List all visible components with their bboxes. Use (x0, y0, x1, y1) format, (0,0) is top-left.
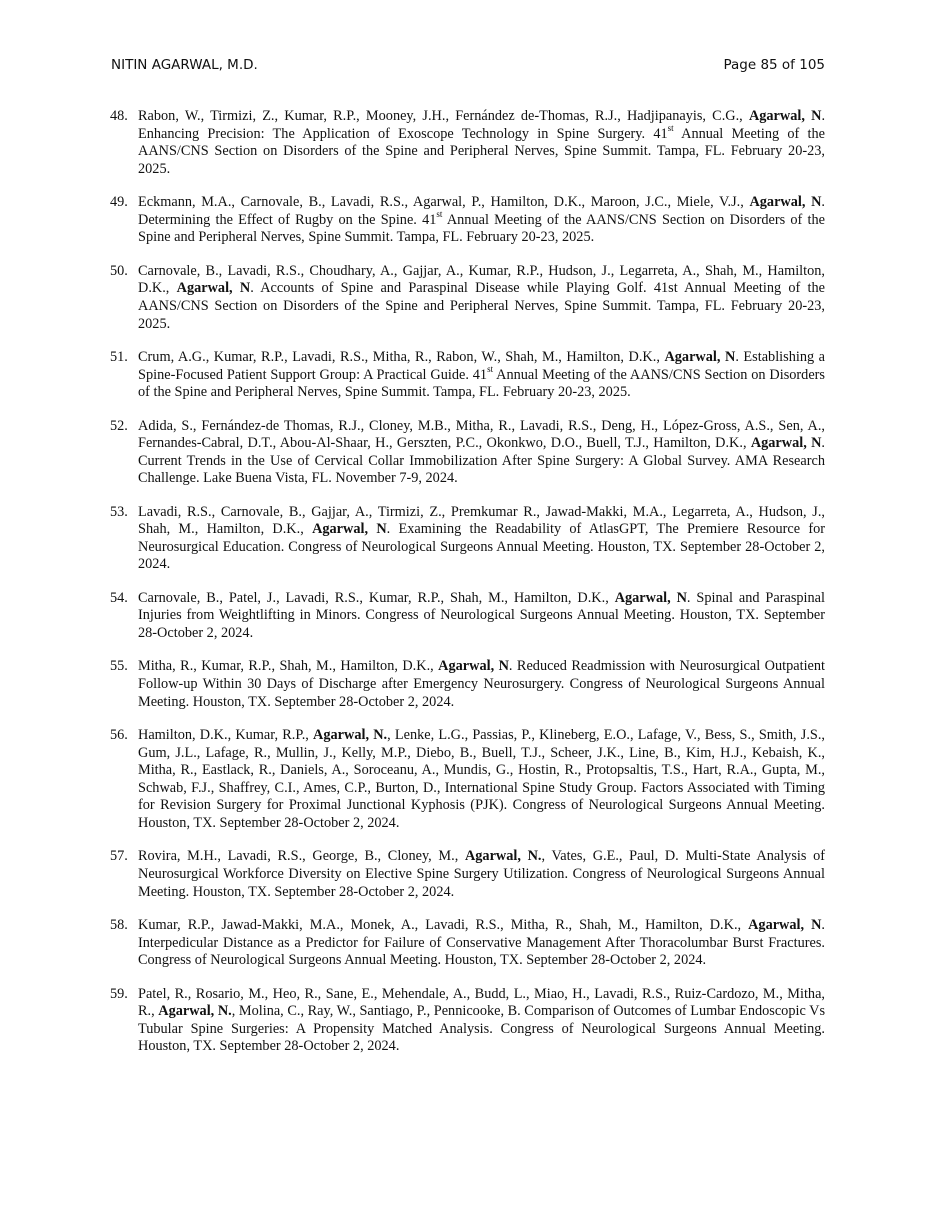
reference-item (110, 194, 825, 247)
reference-item (110, 727, 825, 833)
reference-number: 56. (110, 727, 128, 743)
reference-number: 59. (110, 985, 128, 1002)
reference-segment: Mitha, R., Kumar, R.P., Shah, M., Hamilton, D.K., (138, 658, 439, 675)
reference-segment: . Examining the Readability of AtlasGPT, The Premiere Resource for Neurosurgical Education. Congress of Neurological Surgeons Annual Meeting. Houston, TX. September 28-October 2, 2024. (138, 521, 826, 573)
reference-segment: , Vates, G.E., Paul, D. Multi-State Analysis of Neurosurgical Workforce Diversity on Elective Spine Surgery Utilization. Congress of Neurological Surgeons Annual Meeting. Houston, TX. September 28-October 2, 2024. (138, 848, 825, 900)
reference-segment: . Determining the Effect of Rugby on the Spine. 41 (138, 194, 825, 228)
reference-item (110, 986, 825, 1056)
reference-text (138, 658, 825, 711)
reference-segment: Rabon, W., Tirmizi, Z., Kumar, R.P., Mooney, J.H., Fernández de-Thomas, R.J., Hadjipanayis, C.G., (138, 108, 749, 124)
reference-item (110, 917, 825, 970)
reference-text (138, 848, 825, 901)
reference-segment: . Spinal and Paraspinal Injuries from Weightlifting in Minors. Congress of Neurological Surgeons Annual Meeting. Houston, TX. September 28-October 2, 2024. (138, 589, 825, 642)
reference-segment: . Accounts of Spine and Paraspinal Disease while Playing Golf. 41st Annual Meeting of the AANS/CNS Section on Disorders of the Spine and Peripheral Nerves, Spine Summit. Tampa, FL. February 20-23, 2025. (138, 280, 825, 332)
ordinal-suffix: st (487, 363, 494, 374)
reference-text (138, 727, 825, 833)
ordinal-suffix: st (667, 122, 674, 133)
reference-number: 53. (110, 503, 128, 520)
author-name: NITIN AGARWAL, M.D. (111, 57, 258, 73)
reference-text (138, 349, 825, 402)
reference-number: 52. (110, 417, 128, 434)
reference-segment: , Lenke, L.G., Passias, P., Klineberg, E.O., Lafage, V., Bess, S., Smith, J.S., Gum, J.L., Lafage, R., Mullin, J., Kelly, M.P., Diebo, B., Buell, T.J., Scheer, J.K., Line, B., Kim, H.J., Kebaish, K., Mitha, R., Eastlack, R., Daniels, A., Soroceanu, A., Mundis, G., Hostin, R., Protopsaltis, T.S., Hart, R.A., Gupta, M., Schwab, F.J., Shaffrey, C.I., Ames, C.P., Burton, D., International Spine Study Group. Factors Associated with Timing for Revision Surgery for Proximal Junctional Kyphosis (PJK). Congress of Neurological Surgeons Annual Meeting. Houston, TX. September 28-October 2, 2024. (138, 727, 825, 831)
reference-number: 57. (110, 848, 128, 865)
highlighted-author: Agarwal, N (750, 435, 822, 452)
reference-segment: Annual Meeting of the AANS/CNS Section on Disorders of the Spine and Peripheral Nerves, Spine Summit. Tampa, FL. February 20-23, 2025. (138, 211, 825, 246)
reference-text (138, 917, 825, 970)
reference-segment: Carnovale, B., Lavadi, R.S., Choudhary, A., Gajjar, A., Kumar, R.P., Hudson, J., Legarreta, A., Shah, M., Hamilton, D.K., (138, 262, 825, 297)
reference-segment: Carnovale, B., Patel, J., Lavadi, R.S., Kumar, R.P., Shah, M., Hamilton, D.K., (138, 589, 615, 606)
reference-segment: . Interpedicular Distance as a Predictor for Failure of Conservative Management After Thoracolumbar Burst Fractures. Congress of Neurological Surgeons Annual Meeting. Houston, TX. September 28-October 2, 2024. (138, 916, 825, 969)
reference-item (110, 349, 825, 402)
reference-item (110, 658, 825, 711)
reference-number: 48. (110, 108, 128, 124)
reference-number: 51. (110, 348, 128, 365)
reference-segment: Adida, S., Fernández-de Thomas, R.J., Cloney, M.B., Mitha, R., Lavadi, R.S., Deng, H., López-Gross, A.S., Sen, A., Fernandes-Cabral, D.T., Abou-Al-Shaar, H., Gerszten, P.C., Okonkwo, D.O., Buell, T.J., Hamilton, D.K., (138, 417, 825, 452)
reference-segment: . Establishing a Spine-Focused Patient Support Group: A Practical Guide. 41 (138, 348, 825, 383)
page-number: Page 85 of 105 (723, 57, 825, 73)
reference-number: 54. (110, 589, 128, 606)
reference-segment: . Enhancing Precision: The Application of Exoscope Technology in Spine Surgery. 41 (138, 108, 826, 142)
reference-segment: Rovira, M.H., Lavadi, R.S., George, B., Cloney, M., (138, 848, 465, 865)
reference-segment: Patel, R., Rosario, M., Heo, R., Sane, E., Mehendale, A., Budd, L., Miao, H., Lavadi, R.S., Ruiz-Cardozo, M., Mitha, R., (138, 985, 825, 1020)
highlighted-author: Agarwal, N. (313, 727, 388, 743)
reference-number: 49. (110, 194, 128, 211)
page-header (111, 57, 825, 73)
reference-segment: Kumar, R.P., Jawad-Makki, M.A., Monek, A., Lavadi, R.S., Mitha, R., Shah, M., Hamilton, D.K., (138, 916, 749, 933)
reference-item (110, 504, 825, 574)
reference-segment: . Current Trends in the Use of Cervical Collar Immobilization After Spine Surgery: A Global Survey. AMA Research Challenge. Lake Buena Vista, FL. November 7-9, 2024. (138, 435, 825, 487)
reference-item (110, 848, 825, 901)
reference-segment: Annual Meeting of the AANS/CNS Section on Disorders of the Spine and Peripheral Nerves, Spine Summit. Tampa, FL. February 20-23, 2025. (138, 366, 825, 401)
reference-text (138, 986, 825, 1056)
reference-segment: . Reduced Readmission with Neurosurgical Outpatient Follow-up Within 30 Days of Discharge after Emergency Neurosurgery. Congress of Neurological Surgeons Annual Meeting. Houston, TX. September 28-October 2, 2024. (138, 658, 826, 710)
highlighted-author: Agarwal, N. (464, 848, 542, 865)
highlighted-author: Agarwal, N (614, 589, 687, 606)
reference-segment: Hamilton, D.K., Kumar, R.P., (138, 727, 314, 743)
highlighted-author: Agarwal, N (176, 280, 251, 297)
reference-item (110, 418, 825, 488)
reference-segment: Lavadi, R.S., Carnovale, B., Gajjar, A., Tirmizi, Z., Premkumar R., Jawad-Makki, M.A., Legarreta, A., Hudson, J., Shah, M., Hamilton, D.K., (138, 503, 825, 538)
highlighted-author: Agarwal, N (748, 108, 822, 124)
highlighted-author: Agarwal, N (438, 658, 509, 675)
reference-item (110, 108, 825, 178)
ordinal-suffix: st (436, 209, 443, 219)
reference-text (138, 194, 825, 247)
highlighted-author: Agarwal, N. (158, 1003, 232, 1020)
reference-number: 50. (110, 262, 128, 279)
reference-text (138, 504, 825, 574)
reference-list (110, 108, 825, 1072)
reference-text (138, 590, 825, 643)
highlighted-author: Agarwal, N (664, 348, 736, 365)
highlighted-author: Agarwal, N (312, 521, 387, 538)
highlighted-author: Agarwal, N (749, 194, 822, 211)
reference-text (138, 418, 825, 488)
reference-text (138, 263, 825, 333)
reference-segment: , Molina, C., Ray, W., Santiago, P., Pennicooke, B. Comparison of Outcomes of Lumbar Endoscopic Vs Tubular Spine Surgeries: A Propensity Matched Analysis. Congress of Neurological Surgeons Annual Meeting. Houston, TX. September 28-October 2, 2024. (138, 1003, 826, 1055)
reference-text (138, 108, 825, 178)
reference-item (110, 590, 825, 643)
reference-number: 55. (110, 658, 128, 675)
reference-segment: Annual Meeting of the AANS/CNS Section on Disorders of the Spine and Peripheral Nerves, Spine Summit. Tampa, FL. February 20-23, 2025. (138, 125, 825, 177)
highlighted-author: Agarwal, N (748, 916, 822, 933)
reference-item (110, 263, 825, 333)
reference-number: 58. (110, 916, 128, 933)
reference-segment: Crum, A.G., Kumar, R.P., Lavadi, R.S., Mitha, R., Rabon, W., Shah, M., Hamilton, D.K., (138, 348, 665, 365)
reference-segment: Eckmann, M.A., Carnovale, B., Lavadi, R.S., Agarwal, P., Hamilton, D.K., Maroon, J.C., Miele, V.J., (138, 194, 750, 211)
